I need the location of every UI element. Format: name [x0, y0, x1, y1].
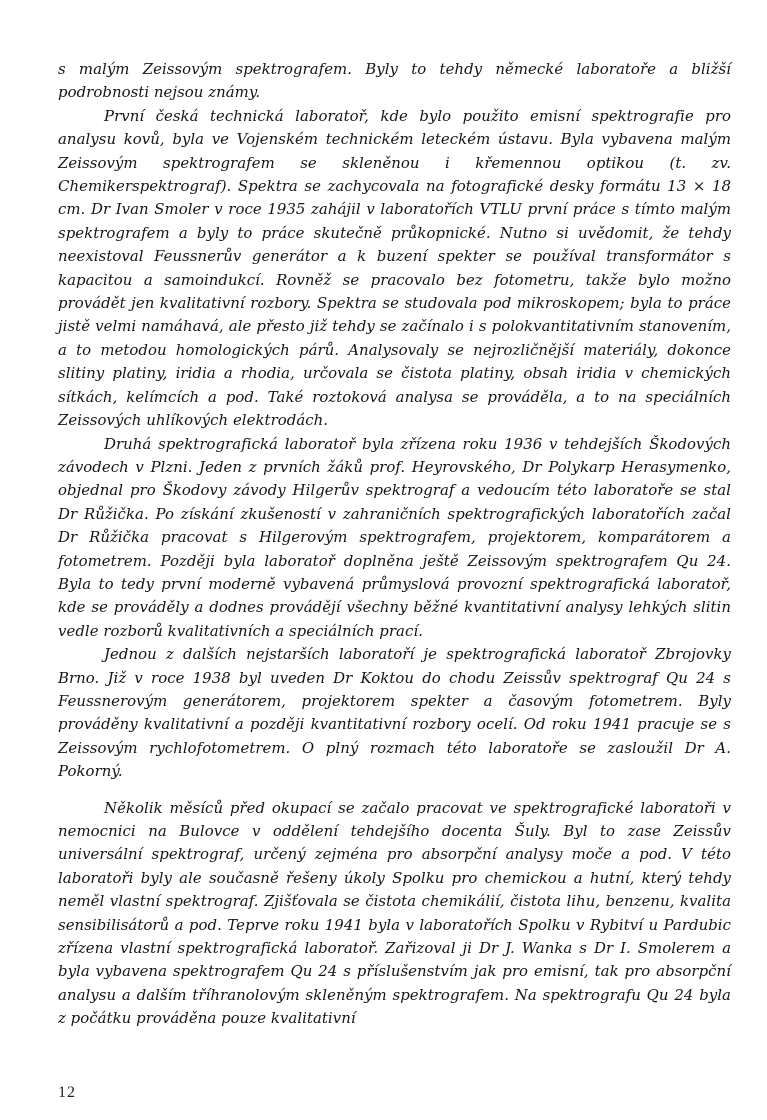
paragraph-vtlu-laboratory: První česká technická laboratoř, kde bylo použito emisní spektrografie pro analysu kovů, byla ve Vojenském technickém leteckém ústavu. Byla vybavena malým Zeissovým spektrografem se skleněnou i křemennou optikou (t. zv. Chemikerspektrograf). Spektra se zachycovala na fotografické desky formátu 13 × 18 cm. Dr Ivan Smoler v roce 1935 zahájil v laboratořích VTLU první práce s tímto malým spektrografem a byly to práce skutečně průkopnické. Nutno si uvědomit, že tehdy neexistoval Feussnerův generátor a k buzení spekter se používal transformátor s kapacitou a samoindukcí. Rovněž se pracovalo bez fotometru, takže bylo možno provádět jen kvalitativní rozbory. Spektra se studovala pod mikroskopem; byla to práce jistě velmi namáhavá, ale přesto již tehdy se začínalo i s polokvantitativním stanovením, a to metodou homologických párů. Analysovaly se nejrozličnější materiály, dokonce slitiny platiny, iridia a rhodia, určovala se čistota platiny, obsah iridia v chemických sítkách, kelímcích a pod. Také roztoková analysa se prováděla, a to na speciálních Zeissových uhlíkových elektrodách.	[58, 106, 731, 430]
paragraph-continuation: s malým Zeissovým spektrografem. Byly to tehdy německé laboratoře a bližší podrobnosti nejsou známy.	[58, 60, 731, 102]
page-number: 12	[58, 1084, 76, 1101]
body-text	[58, 58, 731, 1031]
paragraph-bulovka-laboratory: Několik měsíců před okupací se začalo pracovat ve spektrografické laboratoři v nemocnici na Bulovce v oddělení tehdejšího docenta Šuly. Byl to zase Zeissův universální spektrograf, určený zejména pro absorpční analysy moče a pod. V této laboratoři byly ale současně řešeny úkoly Spolku pro chemickou a hutní, který tehdy neměl vlastní spektrograf. Zjišťovala se čistota chemikálií, čistota lihu, benzenu, kvalita sensibilisátorů a pod. Teprve roku 1941 byla v laboratořích Spolku v Rybitví u Pardubic zřízena vlastní spektrografická laboratoř. Zařizoval ji Dr J. Wanka s Dr I. Smolerem a byla vybavena spektrografem Qu 24 s příslušenstvím jak pro emisní, tak pro absorpční analysu a dalším tříhranolovým skleněným spektrografem. Na spektrografu Qu 24 byla z počátku prováděna pouze kvalitativní	[58, 798, 731, 1028]
paragraph-skoda-laboratory: Druhá spektrografická laboratoř byla zřízena roku 1936 v tehdejších Škodových závodech v Plzni. Jeden z prvních žáků prof. Heyrovského, Dr Polykarp Herasymenko, objednal pro Škodovy závody Hilgerův spektrograf a vedoucím této laboratoře se stal Dr Růžička. Po získání zkušeností v zahraničních spektrografických laboratořích začal Dr Růžička pracovat s Hilgerovým spektrografem, projektorem, komparátorem a fotometrem. Později byla laboratoř doplněna ještě Zeissovým spektrografem Qu 24. Byla to tedy první moderně vybavená průmyslová provozní spektrografická laboratoř, kde se prováděly a dodnes provádějí všechny běžné kvantitativní analysy lehkých slitin vedle rozborů kvalitativních a speciálních prací.	[58, 434, 731, 640]
paragraph-zbrojovka-laboratory: Jednou z dalších nejstarších laboratoří je spektrografická laboratoř Zbrojovky Brno. Již v roce 1938 byl uveden Dr Koktou do chodu Zeissův spektrograf Qu 24 s Feussnerovým generátorem, projektorem spekter a časovým fotometrem. Byly prováděny kvalitativní a později kvantitativní rozbory ocelí. Od roku 1941 pracuje se s Zeissovým rychlofotometrem. O plný rozmach této laboratoře se zasloužil Dr A. Pokorný.	[58, 645, 731, 781]
